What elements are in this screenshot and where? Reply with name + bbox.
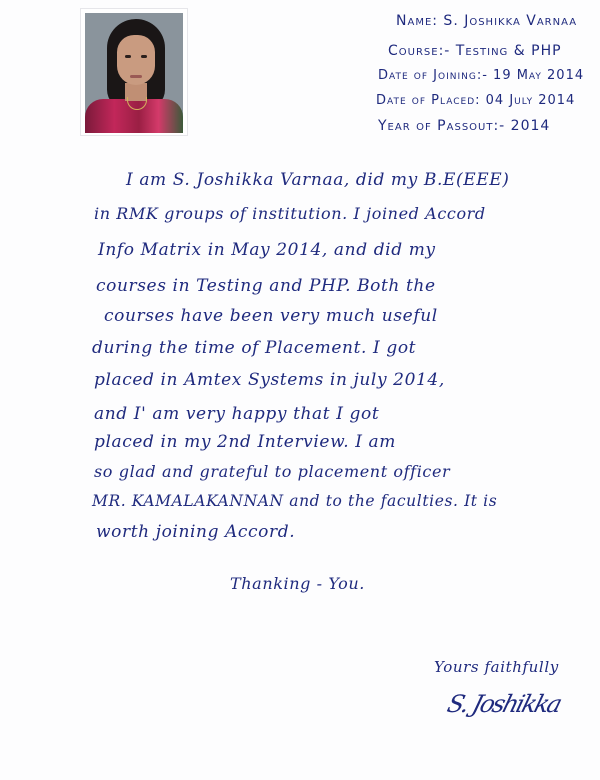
letter-line: courses have been very much useful xyxy=(104,306,438,326)
letter-line: during the time of Placement. I got xyxy=(92,338,417,358)
letter-line: I am S. Joshikka Varnaa, did my B.E(EEE) xyxy=(126,170,510,190)
student-photo xyxy=(80,8,188,136)
letter-line: in RMK groups of institution. I joined Accord xyxy=(94,204,486,223)
letter-line: courses in Testing and PHP. Both the xyxy=(96,276,436,296)
photo-background xyxy=(85,13,183,133)
thanking-you: Thanking - You. xyxy=(230,574,365,593)
letter-line: MR. KAMALAKANNAN and to the faculties. It is xyxy=(92,492,498,510)
detail-name: Name: S. Joshikka Varnaa xyxy=(396,13,578,29)
photo-lips xyxy=(130,75,142,78)
signature xyxy=(444,690,578,728)
detail-course: Course:- Testing & PHP xyxy=(388,43,562,59)
photo-eye-left xyxy=(125,55,131,58)
letter-line: placed in Amtex Systems in july 2014, xyxy=(94,370,445,390)
photo-eye-right xyxy=(141,55,147,58)
detail-year-of-passout: Year of Passout:- 2014 xyxy=(378,118,551,134)
letter-line: worth joining Accord. xyxy=(96,522,296,542)
closing-salutation: Yours faithfully xyxy=(434,658,559,676)
signature-text: S. Joshikka xyxy=(444,690,564,718)
letter-line: so glad and grateful to placement officer xyxy=(94,462,451,481)
detail-date-of-joining: Date of Joining:- 19 May 2014 xyxy=(378,68,585,83)
letter-line: placed in my 2nd Interview. I am xyxy=(94,432,396,452)
letter-line: and I' am very happy that I got xyxy=(94,404,380,424)
detail-date-of-placed: Date of Placed: 04 July 2014 xyxy=(376,93,576,108)
letter-line: Info Matrix in May 2014, and did my xyxy=(98,240,436,260)
